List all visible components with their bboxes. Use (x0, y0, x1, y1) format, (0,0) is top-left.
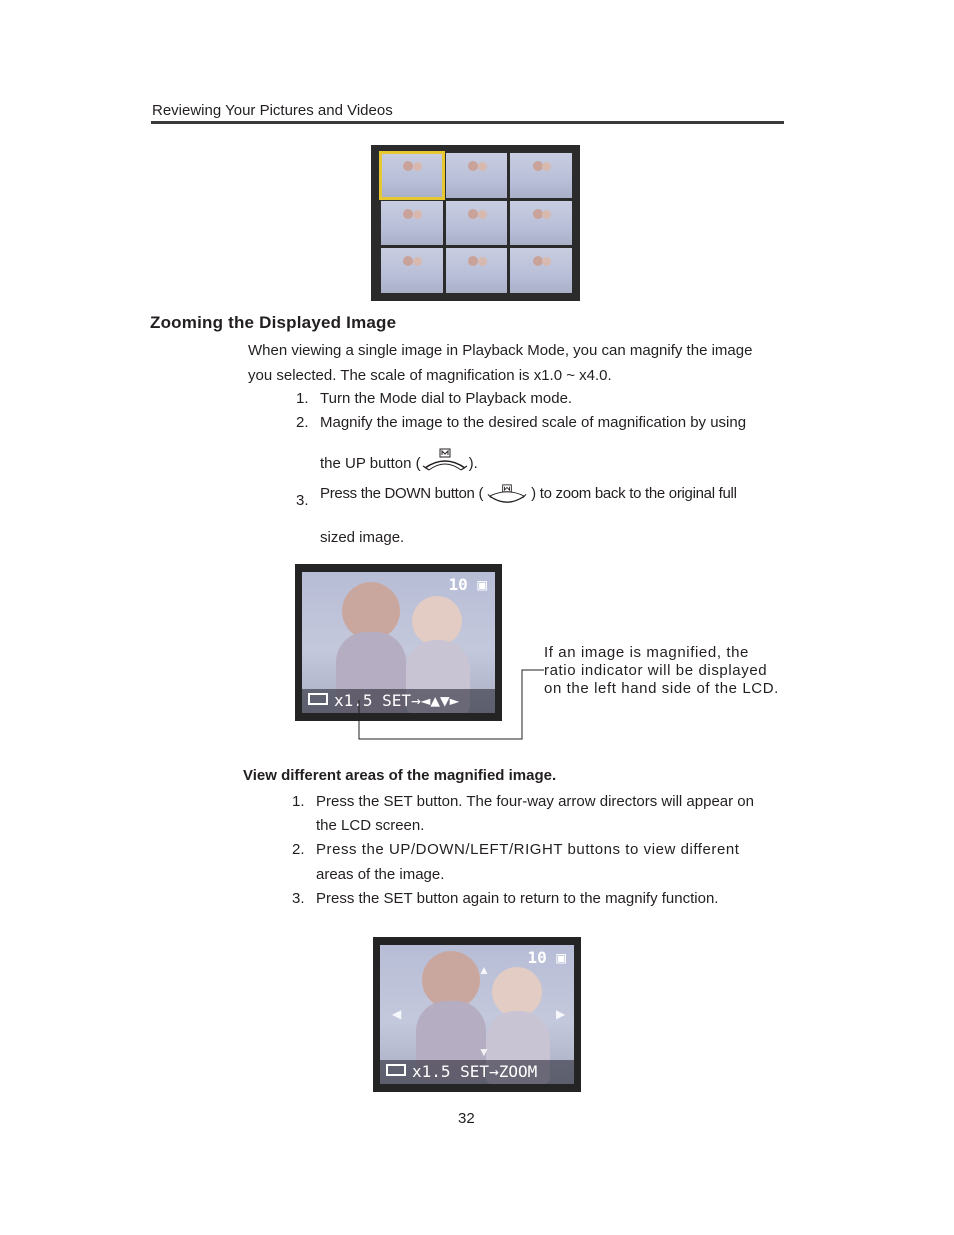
ratio-indicator: x1.5 SET→ZOOM (412, 1062, 538, 1081)
step-continuation (320, 448, 478, 474)
step-text-row (320, 484, 737, 510)
frame-counter (448, 575, 487, 594)
frame-count: 10 (527, 948, 547, 967)
callout-connector (350, 660, 550, 745)
figurine (412, 596, 462, 646)
step-text: the UP button ( (320, 455, 421, 472)
step-text: ). (468, 455, 478, 472)
callout-line: on the left hand side of the LCD. (544, 680, 779, 697)
step-text: Press the DOWN button ( (320, 485, 484, 502)
step-number: 3. (296, 492, 309, 509)
thumbnail (510, 153, 572, 198)
right-arrow-icon: ▶ (556, 1007, 566, 1021)
step-number: 1. (296, 390, 309, 407)
callout-text (544, 644, 794, 698)
callout-line: If an image is magnified, the (544, 644, 750, 661)
lcd-status-bar (380, 1060, 574, 1084)
step-text: ) to zoom back to the original full (531, 485, 737, 502)
step-text: Press the UP/DOWN/LEFT/RIGHT buttons to view different (316, 841, 740, 858)
frame-counter (527, 948, 566, 967)
camera-icon: ▣ (477, 575, 487, 594)
step-continuation: sized image. (320, 529, 405, 546)
frame-count: 10 (448, 575, 468, 594)
down-arrow-icon: ▼ (478, 1045, 490, 1059)
step-text: areas of the image. (316, 866, 445, 883)
down-button-icon (483, 484, 531, 510)
step-text: Turn the Mode dial to Playback mode. (320, 390, 573, 407)
step-number: 2. (296, 414, 309, 431)
callout-line: ratio indicator will be displayed (544, 662, 768, 679)
header-rule (151, 121, 784, 124)
step-text: Press the SET button. The four-way arrow directors will appear on (316, 793, 754, 810)
step-number: 3. (292, 890, 305, 907)
intro-line: you selected. The scale of magnification is x1.0 ~ x4.0. (248, 367, 612, 384)
thumbnail (446, 201, 508, 246)
thumbnail (381, 153, 443, 198)
thumbnail (446, 248, 508, 293)
page-number: 32 (458, 1110, 475, 1127)
left-arrow-icon: ◀ (392, 1007, 402, 1021)
thumbnail (381, 201, 443, 246)
battery-icon (386, 1064, 406, 1076)
thumbnail-grid-image (371, 145, 580, 301)
thumbnail (446, 153, 508, 198)
thumbnail (510, 201, 572, 246)
subsection-title: View different areas of the magnified image. (243, 767, 557, 784)
step-number: 1. (292, 793, 305, 810)
intro-line: When viewing a single image in Playback Mode, you can magnify the image (248, 342, 753, 359)
step-text: Magnify the image to the desired scale of magnification by using (320, 414, 747, 431)
up-button-icon (421, 448, 469, 474)
step-number: 2. (292, 841, 305, 858)
pan-lcd-image (373, 937, 581, 1092)
section-title: Zooming the Displayed Image (150, 313, 397, 332)
up-arrow-icon: ▲ (478, 963, 490, 977)
step-text: the LCD screen. (316, 817, 425, 834)
ratio-indicator: x1.5 SET→◄▲▼► (334, 691, 460, 710)
figurine (492, 967, 542, 1017)
step-text: Press the SET button again to return to the magnify function. (316, 890, 719, 907)
battery-icon (308, 693, 328, 705)
camera-icon: ▣ (556, 948, 566, 967)
page-header: Reviewing Your Pictures and Videos (152, 102, 393, 119)
thumbnail (510, 248, 572, 293)
thumbnail (381, 248, 443, 293)
